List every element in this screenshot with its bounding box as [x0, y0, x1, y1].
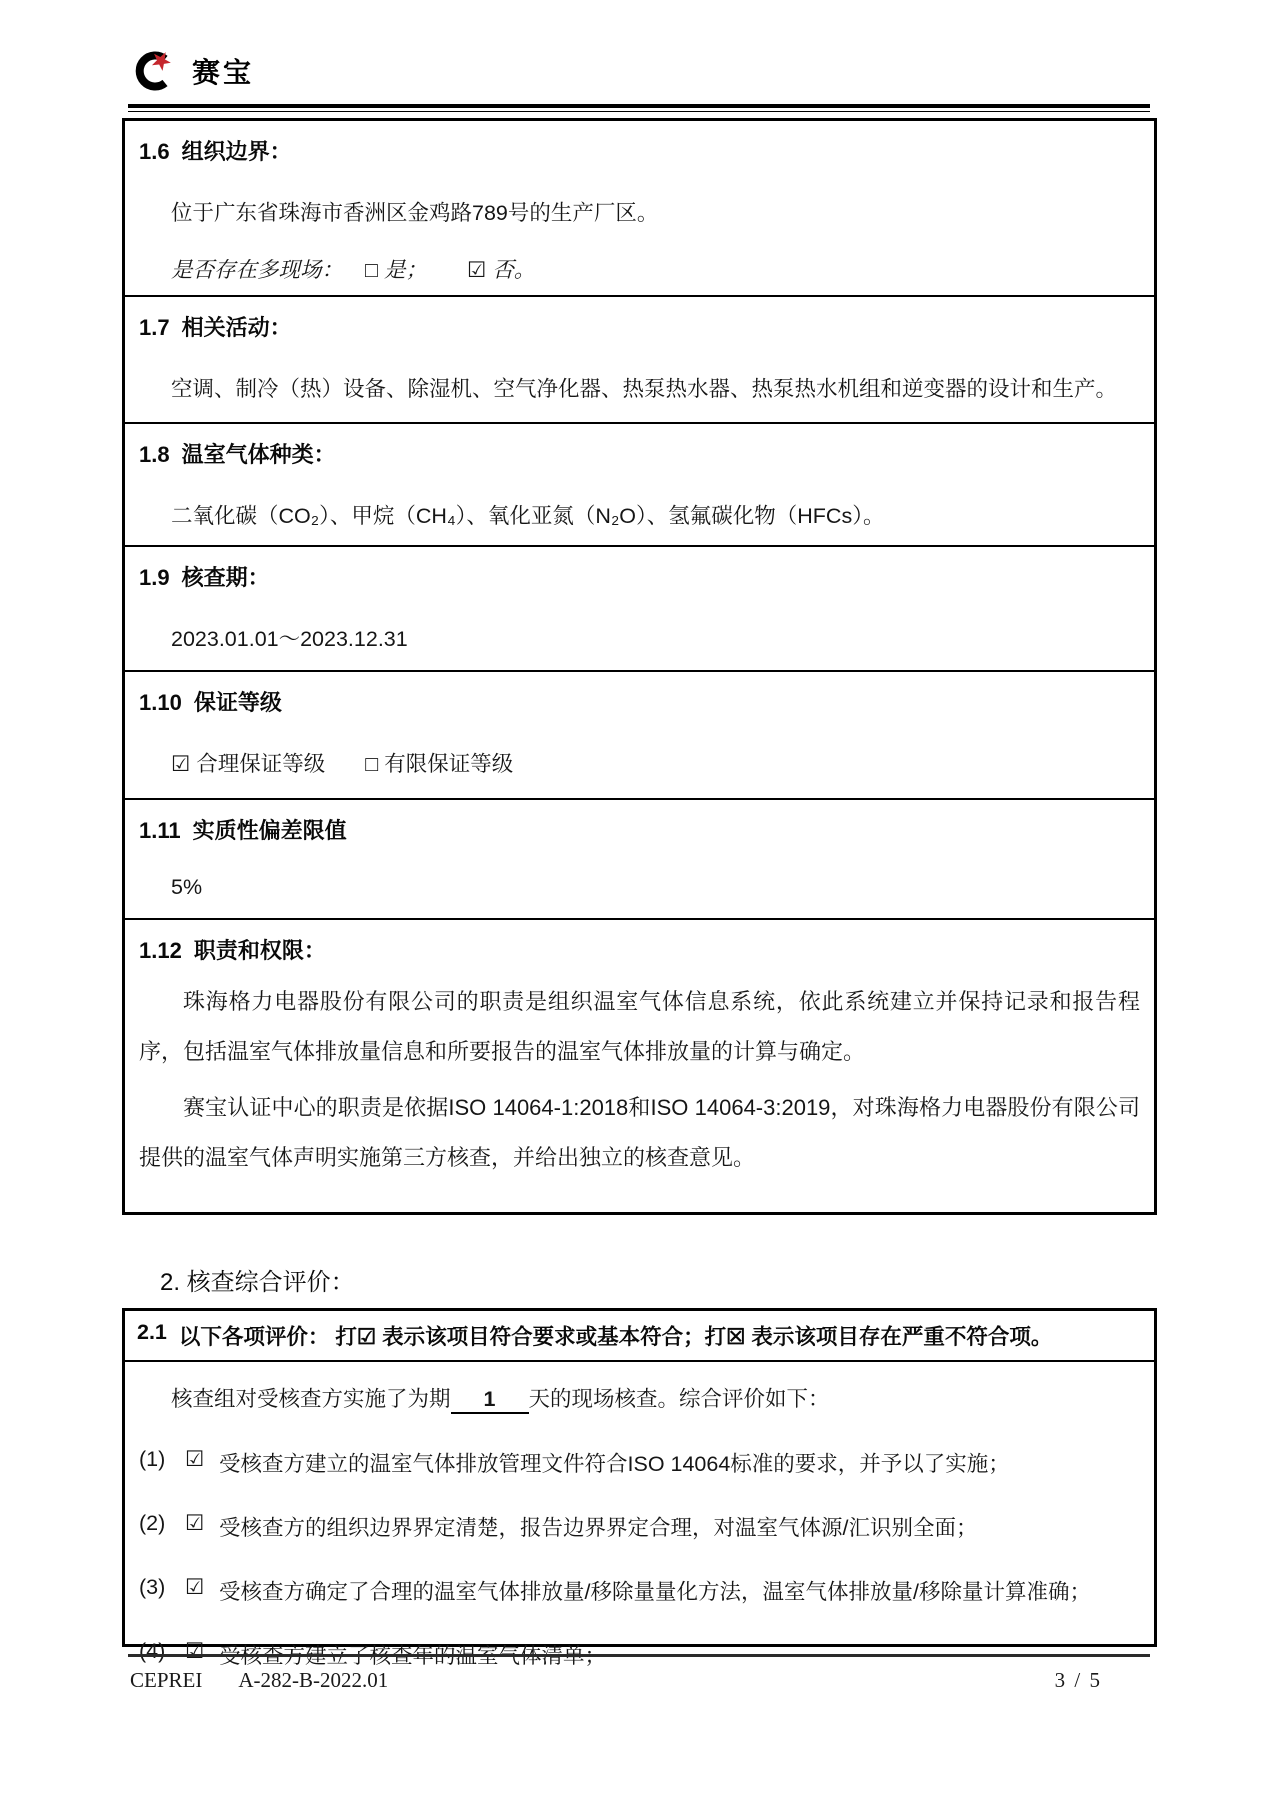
checkbox-checked-icon: ☑: [185, 1510, 205, 1535]
row-title: [139, 814, 1140, 845]
item-text: 受核查方建立了核查年的温室气体清单；: [219, 1643, 607, 1668]
header-divider: [128, 104, 1150, 112]
cepri-logo-icon: [130, 48, 176, 94]
row-1-10-assurance-level: [125, 670, 1154, 798]
section-1-table: [122, 118, 1157, 1215]
row-title-text: 核查期：: [181, 565, 270, 590]
responsibility-paragraph-2: 赛宝认证中心的职责是依据ISO 14064-1:2018和ISO 14064-3:2019，对珠海格力电器股份有限公司提供的温室气体声明实施第三方核查，并给出独立的核查意见。: [139, 1095, 1140, 1170]
row-title: [139, 311, 1140, 342]
criteria-header-text: 以下各项评价： 打☑ 表示该项目符合要求或基本符合；打☒ 表示该项目存在严重不符合项。: [178, 1325, 1053, 1349]
row-number: 1.7: [139, 315, 170, 340]
checkbox-yes-label: 是；: [384, 258, 428, 282]
row-1-8-ghg-types: [125, 422, 1154, 545]
checkbox-checked-icon: ☑: [171, 752, 191, 776]
row-title-text: 保证等级: [193, 690, 282, 715]
footer-page-number: 3 / 5: [1054, 1668, 1102, 1692]
assurance-options-line: [139, 747, 1140, 778]
checkbox-empty-icon: □: [365, 752, 379, 776]
checkbox-checked-icon: ☑: [185, 1446, 205, 1471]
location-text: 位于广东省珠海市香洲区金鸡路789号的生产厂区。: [171, 201, 659, 225]
row-title-text: 温室气体种类：: [181, 442, 336, 467]
intro-suffix: 天的现场核查。综合评价如下：: [528, 1387, 830, 1411]
intro-prefix: 核查组对受核查方实施了为期: [171, 1387, 451, 1411]
responsibility-paragraph-1: 珠海格力电器股份有限公司的职责是组织温室气体信息系统，依此系统建立并保持记录和报告程序，包括温室气体排放量信息和所要报告的温室气体排放量的计算与确定。: [139, 989, 1140, 1064]
item-text: 受核查方建立的温室气体排放管理文件符合ISO 14064标准的要求，并予以了实施；: [219, 1451, 1010, 1476]
footer-left: [130, 1668, 388, 1693]
onsite-verification-line: [139, 1382, 1140, 1414]
item-number: (3): [139, 1574, 166, 1599]
checkbox-no-icon: ☑: [467, 258, 487, 282]
verification-period-text: 2023.01.01～2023.12.31: [171, 627, 408, 651]
doc-footer: [130, 1668, 1150, 1693]
criteria-body: [125, 1382, 1154, 1670]
item-number: (2): [139, 1510, 166, 1535]
doc-header: [130, 48, 254, 94]
onsite-days-value: 1: [451, 1388, 529, 1414]
criteria-number: 2.1: [137, 1320, 167, 1344]
section-2-table: [122, 1308, 1157, 1668]
criteria-header-row: [125, 1311, 1154, 1362]
footer-doc-code: A-282-B-2022.01: [238, 1668, 389, 1692]
row-number: 1.11: [139, 818, 181, 843]
materiality-value: 5%: [171, 875, 203, 899]
row-title: [139, 135, 1140, 166]
footer-divider: [128, 1654, 1150, 1657]
evaluation-item-3: [139, 1575, 1140, 1606]
evaluation-item-2: [139, 1511, 1140, 1542]
multi-site-line: [139, 253, 1140, 284]
row-number: 1.12: [139, 938, 182, 963]
row-title: [139, 438, 1140, 469]
row-title: [139, 561, 1140, 592]
row-title-text: 相关活动：: [181, 315, 292, 340]
multi-site-label: 是否存在多现场：: [171, 258, 344, 282]
row-number: 1.10: [139, 690, 182, 715]
footer-org: CEPREI: [130, 1668, 203, 1692]
item-number: (4): [139, 1638, 166, 1663]
row-title-text: 职责和权限：: [193, 938, 326, 963]
row-1-6-organization-boundary: [125, 121, 1154, 295]
item-number: (1): [139, 1446, 166, 1471]
logo-text: 赛宝: [192, 57, 255, 88]
item-text: 受核查方确定了合理的温室气体排放量/移除量量化方法，温室气体排放量/移除量计算准确；: [219, 1579, 1091, 1604]
row-title: [139, 686, 1140, 717]
section-2-heading: 2. 核查综合评价：: [160, 1269, 355, 1296]
row-title-text: 组织边界：: [181, 139, 292, 164]
row-number: 1.9: [139, 565, 170, 590]
row-number: 1.8: [139, 442, 170, 467]
row-number: 1.6: [139, 139, 170, 164]
item-text: 受核查方的组织边界界定清楚，报告边界界定合理，对温室气体源/汇识别全面；: [219, 1515, 978, 1540]
checkbox-no-label: 否。: [492, 258, 536, 282]
row-1-7-related-activities: [125, 295, 1154, 422]
checkbox-yes-icon: □: [365, 258, 379, 282]
row-1-12-responsibilities: [125, 918, 1154, 1212]
assurance-option-limited: 有限保证等级: [384, 752, 514, 776]
evaluation-item-1: [139, 1447, 1140, 1478]
row-title: [139, 934, 1140, 965]
assurance-option-reasonable: 合理保证等级: [196, 752, 326, 776]
ghg-types-text: 二氧化碳（CO₂）、甲烷（CH₄）、氧化亚氮（N₂O）、氢氟碳化物（HFCs）。: [171, 504, 885, 528]
checkbox-checked-icon: ☑: [185, 1574, 205, 1599]
row-title-text: 实质性偏差限值: [192, 818, 347, 843]
row-1-11-materiality-threshold: [125, 798, 1154, 918]
row-1-9-verification-period: [125, 545, 1154, 670]
activities-text: 空调、制冷（热）设备、除湿机、空气净化器、热泵热水器、热泵热水机组和逆变器的设计和生产。: [171, 377, 1118, 401]
checkbox-checked-icon: ☑: [185, 1638, 205, 1663]
